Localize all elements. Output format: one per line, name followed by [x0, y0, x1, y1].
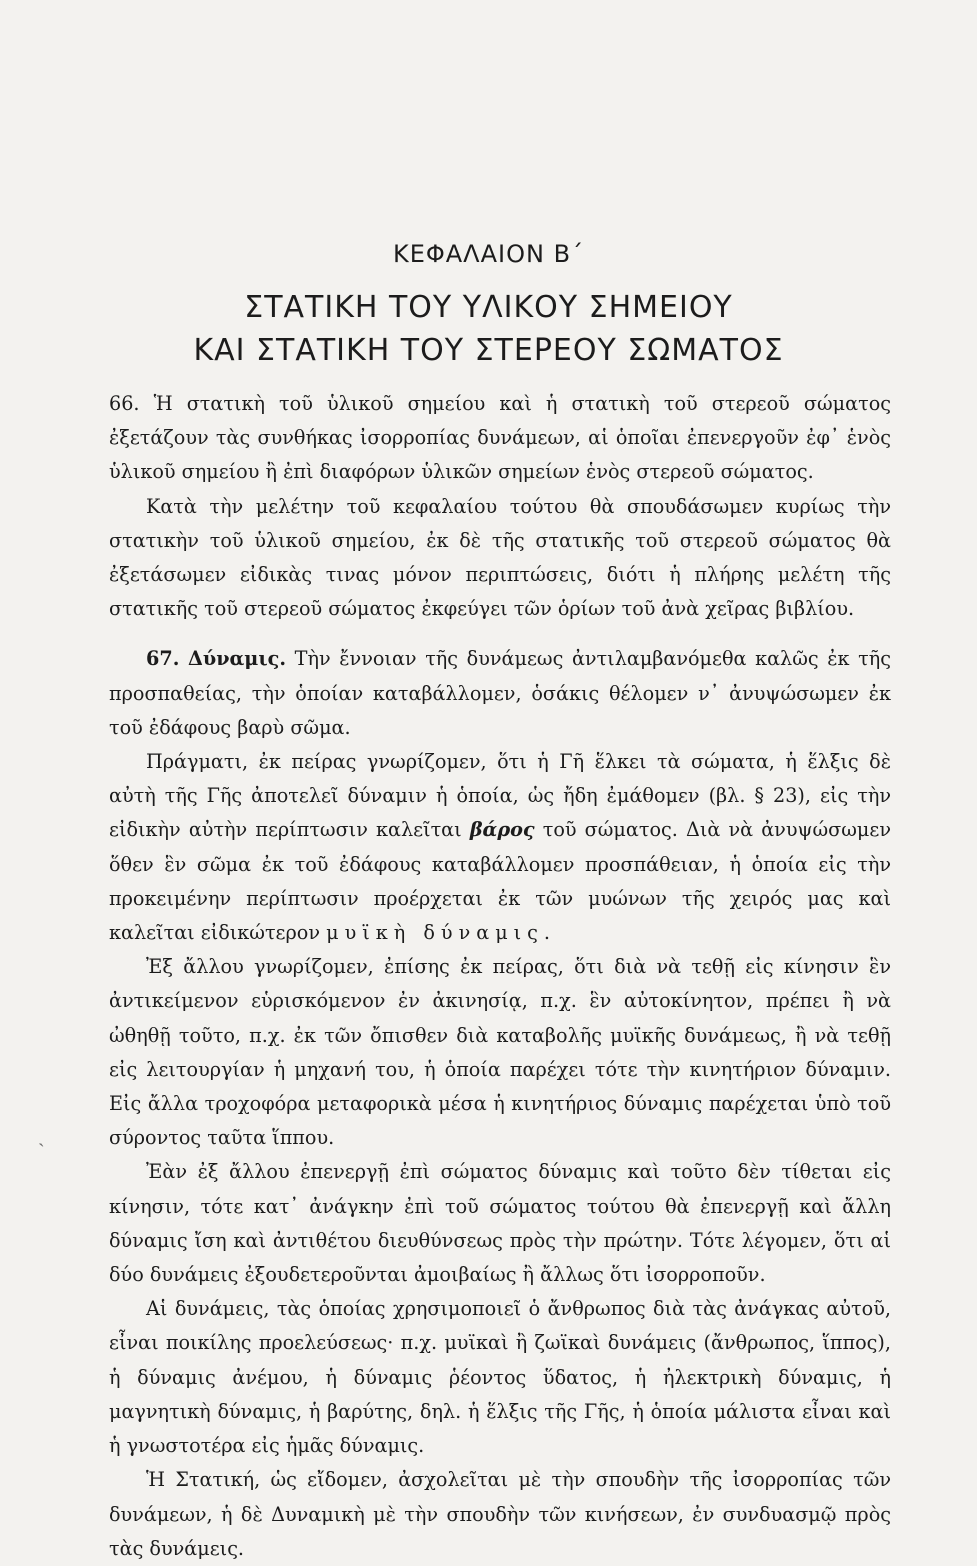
chapter-title-line-2: ΚΑΙ ΣΤΑΤΙΚΗ ΤΟΥ ΣΤΕΡΕΟΥ ΣΩΜΑΤΟΣ	[193, 333, 784, 368]
section-67-paragraph-3: Ἐξ ἄλλου γνωρίζομεν, ἐπίσης ἐκ πείρας, ὅτι διὰ νὰ τεθῇ εἰς κίνησιν ἓν ἀντικείμενον εὑρισκόμενον ἐν ἀκινησίᾳ, π.χ. ἓν αὐτοκίνητον, πρέπει ἢ νὰ ὠθηθῇ τοῦτο, π.χ. ἐκ τῶν ὄπισθεν διὰ καταβολῆς μυϊκῆς δυνάμεως, ἢ νὰ τεθῇ εἰς λειτουργίαν ἡ μηχανή του, ἡ ὁποία παρέχει τότε τὴν κινητήριον δύναμιν. Εἰς ἄλλα τροχοφόρα μεταφορικὰ μέσα ἡ κινητήριος δύναμις παρέχεται ὑπὸ τοῦ σύροντος ταῦτα ἵππου.	[109, 955, 891, 1150]
section-67-paragraph-2	[109, 745, 891, 950]
chapter-title-line-1: ΣΤΑΤΙΚΗ ΤΟΥ ΥΛΙΚΟΥ ΣΗΜΕΙΟΥ	[244, 290, 733, 325]
section-67-paragraph-5: Αἱ δυνάμεις, τὰς ὁποίας χρησιμοποιεῖ ὁ ἄνθρωπος διὰ τὰς ἀνάγκας αὐτοῦ, εἶναι ποικίλης προελεύσεως· π.χ. μυϊκαὶ ἢ ζωϊκαὶ δυνάμεις (ἄνθρωπος, ἵππος), ἡ δύναμις ἀνέμου, ἡ δύναμις ῥέοντος ὕδατος, ἡ ἠλεκτρικὴ δύναμις, ἡ μαγνητικὴ δύναμις, ἡ βαρύτης, δηλ. ἡ ἕλξις τῆς Γῆς, ἡ ὁποία μάλιστα εἶναι καὶ ἡ γνωστοτέρα εἰς ἡμᾶς δύναμις.	[109, 1297, 891, 1458]
section-67-number: 67.	[146, 647, 180, 671]
term-weight: βάρος	[469, 818, 535, 842]
term-muscular-force: μυϊκὴ δύναμις.	[326, 921, 557, 945]
section-67-paragraph-6: Ἡ Στατική, ὡς εἴδομεν, ἀσχολεῖται μὲ τὴν σπουδὴν τῆς ἰσορροπίας τῶν δυνάμεων, ἡ δὲ Δυναμικὴ μὲ τὴν σπουδὴν τῶν κινήσεων, ἐν συνδυασμῷ πρὸς τὰς δυνάμεις.	[109, 1468, 891, 1560]
section-67-text-1: Τὴν ἔννοιαν τῆς δυνάμεως ἀντιλαμβανόμεθα καλῶς ἐκ τῆς προσπαθείας, τὴν ὁποίαν καταβάλλομεν, ὁσάκις θέλομεν ν᾿ ἀνυψώσωμεν ἐκ τοῦ ἐδάφους βαρὺ σῶμα.	[109, 647, 892, 739]
section-66-number: 66.	[109, 392, 140, 415]
section-67-text-2a: Πράγματι, ἐκ πείρας γνωρίζομεν, ὅτι ἡ Γῆ ἕλκει τὰ σώματα, ἡ ἕλξις δὲ αὐτὴ τῆς Γῆς ἀποτελεῖ δύναμιν ἡ ὁποία, ὡς ἤδη ἐμάθομεν (βλ. § 23), εἰς τὴν εἰδικὴν αὐτὴν περίπτωσιν καλεῖται	[109, 750, 891, 842]
section-67-text-2b: τοῦ σώματος. Διὰ νὰ ἀνυψώσωμεν ὅθεν ἓν σῶμα ἐκ τοῦ ἐδάφους καταβάλλομεν προσπάθειαν, ἡ ὁποία εἰς τὴν προκειμένην περίπτωσιν προέρχεται ἐκ τῶν μυώνων τῆς χειρός μας καὶ καλεῖται εἰδικώτερον	[109, 818, 891, 945]
section-67-paragraph-4: Ἐὰν ἐξ ἄλλου ἐπενεργῇ ἐπὶ σώματος δύναμις καὶ τοῦτο δὲν τίθεται εἰς κίνησιν, τότε κατ᾿ ἀνάγκην ἐπὶ τοῦ σώματος τούτου θὰ ἐπενεργῇ καὶ ἄλλη δύναμις ἴση καὶ ἀντιθέτου διευθύνσεως πρὸς τὴν πρώτην. Τότε λέγομεν, ὅτι αἱ δύο δυνάμεις ἐξουδετεροῦνται ἀμοιβαίως ἢ ἄλλως ὅτι ἰσορροποῦν.	[109, 1160, 891, 1287]
section-67-term: Δύναμις.	[188, 647, 287, 671]
chapter-label: ΚΕΦΑΛΑΙΟΝ Β΄	[392, 240, 585, 268]
margin-mark: ˎ	[38, 1123, 45, 1147]
section-66-paragraph-2: Κατὰ τὴν μελέτην τοῦ κεφαλαίου τούτου θὰ σπουδάσωμεν κυρίως τὴν στατικὴν τοῦ ὑλικοῦ σημείου, ἐκ δὲ τῆς στατικῆς τοῦ στερεοῦ σώματος θὰ ἐξετάσωμεν εἰδικὰς τινας μόνον περιπτώσεις, διότι ἡ πλήρης μελέτη τῆς στατικῆς τοῦ στερεοῦ σώματος ἐκφεύγει τῶν ὁρίων τοῦ ἀνὰ χεῖρας βιβλίου.	[109, 494, 891, 621]
body-text	[109, 387, 891, 1566]
section-67-paragraph-1	[109, 642, 891, 745]
section-66-paragraph-1	[109, 387, 891, 490]
section-66-text-1: Ἡ στατικὴ τοῦ ὑλικοῦ σημείου καὶ ἡ στατικὴ τοῦ στερεοῦ σώματος ἐξετάζουν τὰς συνθήκας ἰσορροπίας δυνάμεων, αἱ ὁποῖαι ἐπενεργοῦν ἐφ᾿ ἑνὸς ὑλικοῦ σημείου ἢ ἐπὶ διαφόρων ὑλικῶν σημείων ἑνὸς στερεοῦ σώματος.	[109, 392, 891, 484]
